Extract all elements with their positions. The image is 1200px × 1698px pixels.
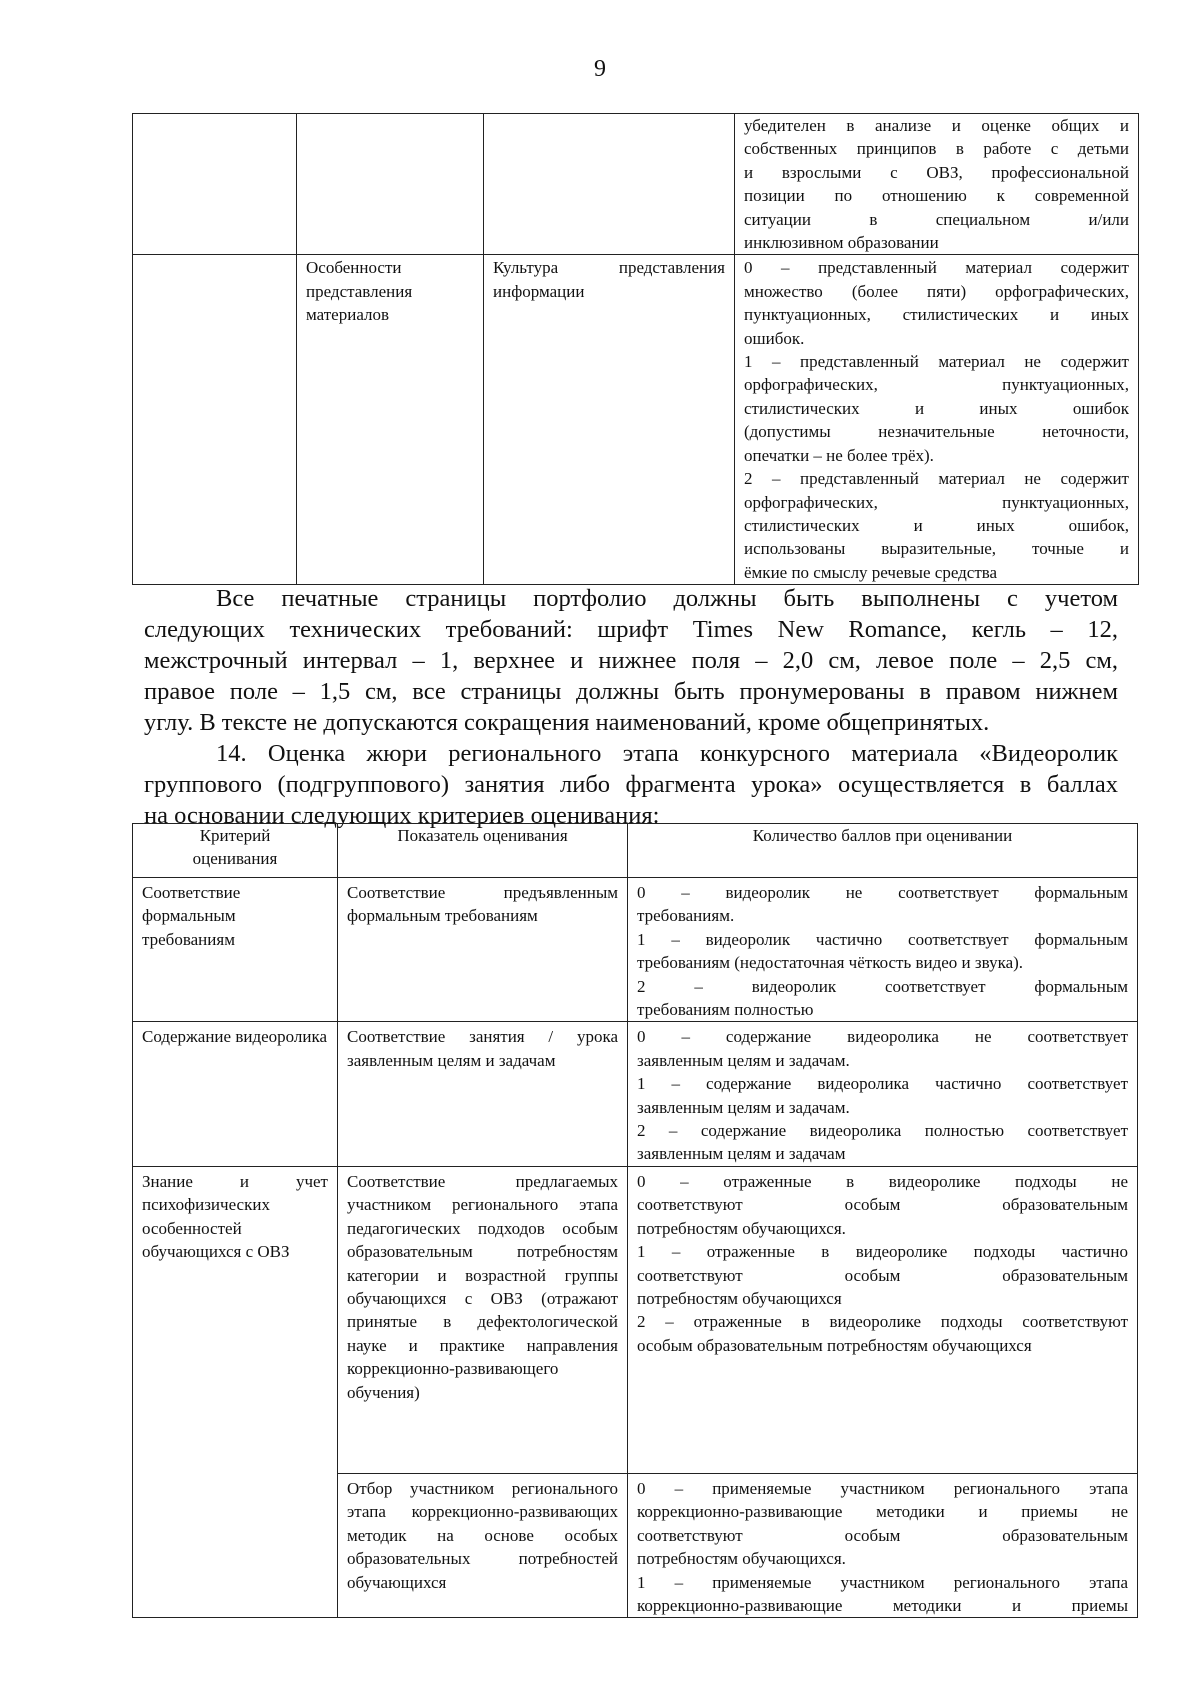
criterion-cell: Содержание видеоролика <box>133 1022 338 1166</box>
criterion-cell: Знание и учет психофизических особенностей обучающихся с ОВЗ <box>133 1166 338 1617</box>
indicator-cell: Культура представления информации <box>484 255 735 585</box>
paragraph-technical-requirements: Все печатные страницы портфолио должны быть выполнены с учетом следующих технических требований: шрифт Times New Romance, кегль – 12, межстрочный интервал – 1, верхнее и нижнее поля – 2,0 см, левое поле – 2,5 см, правое поле – 1,5 см, все страницы должны быть пронумерованы в правом нижнем углу. В тексте не допускаются сокращения наименований, кроме общепринятых. <box>144 585 1118 736</box>
table-cell-empty <box>133 255 297 585</box>
table-cell-empty <box>484 114 735 255</box>
score-cell: 0 – содержание видеоролика не соответствует заявленным целям и задачам. 1 – содержание видеоролика частично соответствует заявленным целям и задачам. 2 – содержание видеоролика полностью соответствует заявленным целям и задачам <box>628 1022 1138 1166</box>
criterion-cell: Соответствие формальным требованиям <box>133 878 338 1022</box>
criterion-cell: Особенности представления материалов <box>297 255 484 585</box>
indicator-cell: Соответствие предлагаемых участником регионального этапа педагогических подходов особым образовательным потребностям категории и возрастной группы обучающихся с ОВЗ (отражают принятые в дефектологической науке и практике направления коррекционно-развивающего обучения) <box>338 1166 628 1473</box>
table-row <box>133 114 1139 255</box>
page-number: 9 <box>594 56 606 82</box>
table-header-row <box>133 824 1138 878</box>
indicator-cell: Отбор участником регионального этапа коррекционно-развивающих методик на основе особых образовательных потребностей обучающихся <box>338 1473 628 1617</box>
indicator-cell: Соответствие предъявленным формальным требованиям <box>338 878 628 1022</box>
score-cell: 0 – представленный материал содержит множество (более пяти) орфографических, пунктуационных, стилистических и иных ошибок. 1 – представленный материал не содержит орфографических, пунктуационных, стилистических и иных ошибок (допустимы незначительные неточности, опечатки – не более трёх). 2 – представленный материал не содержит орфографических, пунктуационных, стилистических и иных ошибок, использованы выразительные, точные и ёмкие по смыслу речевые средства <box>735 255 1139 585</box>
score-cell: 0 – видеоролик не соответствует формальным требованиям. 1 – видеоролик частично соответствует формальным требованиям (недостаточная чёткость видео и звука). 2 – видеоролик соответствует формальным требованиям полностью <box>628 878 1138 1022</box>
table-cell-empty <box>133 114 297 255</box>
table-row <box>133 255 1139 585</box>
table-row <box>133 1022 1138 1166</box>
table-row <box>133 1166 1138 1473</box>
header-indicator: Показатель оценивания <box>338 824 628 878</box>
header-score: Количество баллов при оценивании <box>628 824 1138 878</box>
table-row <box>133 878 1138 1022</box>
paragraph-item-14: 14. Оценка жюри регионального этапа конкурсного материала «Видеоролик группового (подгруппового) занятия либо фрагмента урока» осуществляется в баллах на основании следующих критериев оценивания: <box>144 740 1118 829</box>
table-cell-empty <box>297 114 484 255</box>
video-criteria-table <box>132 823 1138 1618</box>
criteria-table-continued <box>132 113 1139 585</box>
header-criterion: Критерий оценивания <box>133 824 338 878</box>
indicator-cell: Соответствие занятия / урока заявленным целям и задачам <box>338 1022 628 1166</box>
score-cell: убедителен в анализе и оценке общих и собственных принципов в работе с детьми и взрослыми с ОВЗ, профессиональной позиции по отношению к современной ситуации в специальном и/или инклюзивном образовании <box>735 114 1139 255</box>
score-cell: 0 – применяемые участником регионального этапа коррекционно-развивающие методики и приемы не соответствуют особым образовательным потребностям обучающихся. 1 – применяемые участником регионального этапа коррекционно-развивающие методики и приемы <box>628 1473 1138 1617</box>
score-cell: 0 – отраженные в видеоролике подходы не соответствуют особым образовательным потребностям обучающихся. 1 – отраженные в видеоролике подходы частично соответствуют особым образовательным потребностям обучающихся 2 – отраженные в видеоролике подходы соответствуют особым образовательным потребностям обучающихся <box>628 1166 1138 1473</box>
